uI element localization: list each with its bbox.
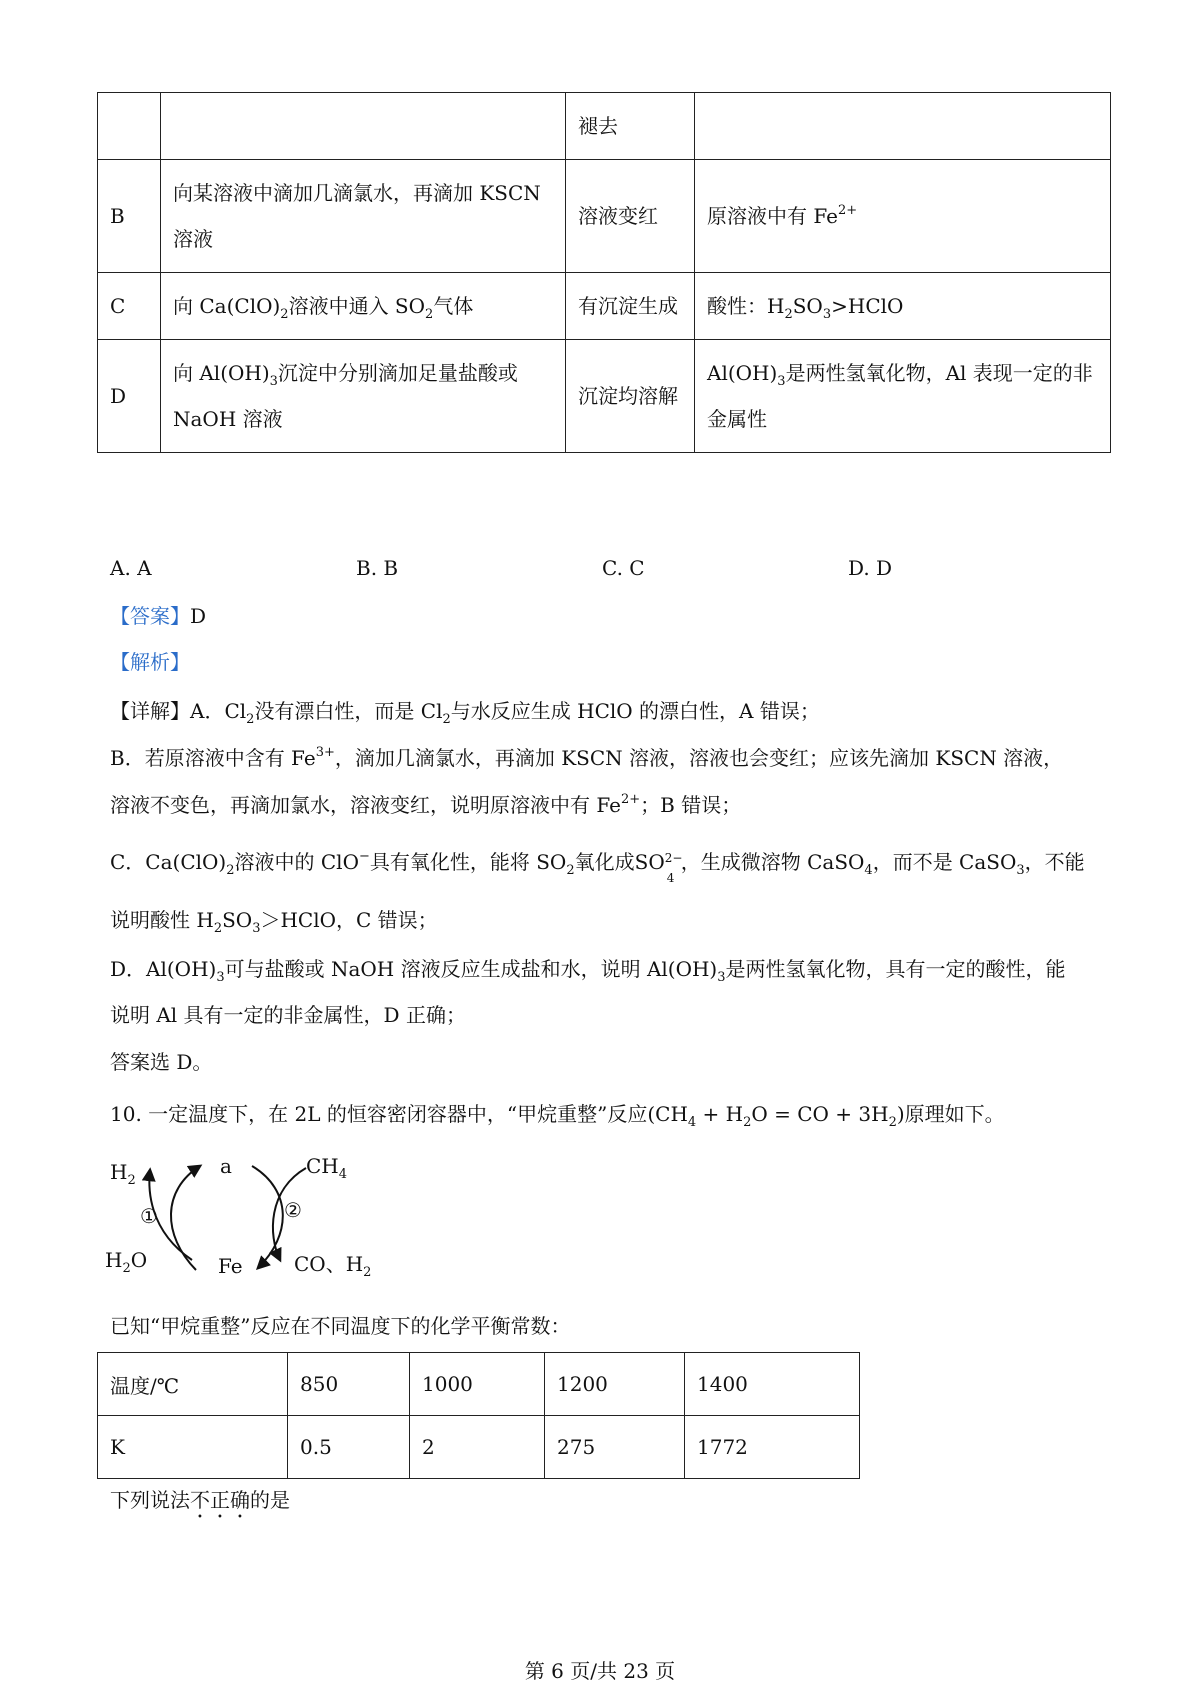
text-part: 没有漂白性，而是 Cl xyxy=(254,699,443,723)
text-part: 溶液不变色，再滴加氯水，溶液变红，说明原溶液中有 Fe xyxy=(110,793,621,817)
table-cell: 2 xyxy=(410,1416,545,1479)
subscript: 4 xyxy=(666,870,675,885)
subscript: 4 xyxy=(687,1115,697,1130)
charge-sup: 2− xyxy=(664,850,683,865)
subscript: 2 xyxy=(226,863,235,878)
subscript: 3 xyxy=(1016,863,1025,878)
text-part: CH xyxy=(306,1154,339,1178)
phenomenon-text: 褪去 xyxy=(578,114,618,138)
detail-line: 答案选 D。 xyxy=(110,1050,213,1074)
step-1-label: ① xyxy=(140,1204,158,1228)
subscript: 2 xyxy=(246,712,255,727)
text-part: 是两性氢氧化物，Al 表现一定的非金属性 xyxy=(707,361,1093,431)
answer-line xyxy=(110,602,206,630)
table-cell: 温度/℃ xyxy=(98,1353,288,1416)
text-part: B．若原溶液中含有 Fe xyxy=(110,746,316,770)
table-cell xyxy=(566,93,695,160)
table-cell: 1000 xyxy=(410,1353,545,1416)
subscript: 2 xyxy=(425,307,434,322)
text-part: 具有氧化性，能将 SO xyxy=(369,850,567,874)
table-cell xyxy=(161,93,566,160)
page-footer: 第 6 页/共 23 页 xyxy=(524,1659,676,1683)
text-part: 溶液中通入 SO xyxy=(288,294,426,318)
conclusion-text xyxy=(695,273,1111,340)
charge-sup: 2+ xyxy=(837,203,858,218)
text-part: SO xyxy=(222,908,253,932)
question-10-stem xyxy=(110,1100,1005,1128)
text-part: )原理如下。 xyxy=(896,1102,1005,1126)
row-label: C xyxy=(98,273,161,340)
option-b: B. B xyxy=(356,556,399,580)
detail-line xyxy=(110,848,1085,885)
table-row xyxy=(98,1416,860,1479)
subscript: 2 xyxy=(784,307,793,322)
text-part: C．Ca(ClO) xyxy=(110,850,227,874)
text-part: 可与盐酸或 NaOH 溶液反应生成盐和水，说明 Al(OH) xyxy=(224,957,718,981)
table-cell: K xyxy=(98,1416,288,1479)
text-part: 的是 xyxy=(250,1488,290,1512)
text-part: 10. 一定温度下，在 2L 的恒容密闭容器中，“甲烷重整”反应( xyxy=(110,1102,656,1126)
table-row xyxy=(98,1353,860,1416)
equation-part: + H xyxy=(696,1102,744,1126)
text-part: >HClO xyxy=(831,294,904,318)
conclusion-text xyxy=(695,340,1111,453)
text-part: SO xyxy=(792,294,823,318)
subscript: 2 xyxy=(213,921,223,936)
table-cell xyxy=(695,93,1111,160)
detail-label: 【详解】 xyxy=(110,699,190,723)
subscript: 3 xyxy=(822,307,832,322)
h2o-label xyxy=(105,1248,148,1276)
charge-sup: − xyxy=(358,849,370,864)
operation-text xyxy=(161,273,566,340)
table-row xyxy=(98,273,1111,340)
detail-line xyxy=(110,791,741,819)
fe-label: Fe xyxy=(218,1254,243,1278)
subscript: 2 xyxy=(888,1115,897,1130)
phenomenon-text: 沉淀均溶解 xyxy=(566,340,695,453)
subscript: 3 xyxy=(252,921,261,936)
text-part: ；B 错误； xyxy=(640,793,742,817)
subscript: 2 xyxy=(122,1261,131,1276)
option-d: D. D xyxy=(848,556,893,580)
step-2-label: ② xyxy=(284,1198,302,1222)
arrow-a-to-fe xyxy=(252,1166,283,1268)
detail-line xyxy=(110,906,438,934)
table-cell: 275 xyxy=(545,1416,685,1479)
text-part: 氧化成 xyxy=(574,850,635,874)
text-part: A．Cl xyxy=(190,699,247,723)
detail-line xyxy=(110,744,1063,772)
option-a: A. A xyxy=(110,556,152,580)
text-part: D．Al(OH) xyxy=(110,957,217,981)
text-part: ，生成微溶物 CaSO xyxy=(680,850,865,874)
subscript: 2 xyxy=(743,1115,752,1130)
h2-label xyxy=(110,1160,136,1188)
answer-label: 【答案】 xyxy=(110,604,190,628)
text-part: 气体 xyxy=(433,294,474,318)
text-part: 沉淀中分别滴加足量盐酸或 NaOH 溶液 xyxy=(173,361,518,431)
reaction-diagram xyxy=(100,1150,400,1285)
table-row xyxy=(98,93,1111,160)
table-cell: 0.5 xyxy=(288,1416,410,1479)
emphasized-text: 不正确 xyxy=(190,1488,250,1512)
equation-part: O = CO + 3H xyxy=(751,1102,889,1126)
answer-value: D xyxy=(190,604,207,628)
subscript: 2 xyxy=(363,1265,372,1280)
text-part: ，不能 xyxy=(1024,850,1085,874)
analysis-label: 【解析】 xyxy=(110,650,190,674)
subscript: 4 xyxy=(864,863,873,878)
sulfate-formula: SO xyxy=(634,850,665,874)
k-intro: 已知“甲烷重整”反应在不同温度下的化学平衡常数： xyxy=(110,1314,571,1338)
subscript: 2 xyxy=(566,863,575,878)
detail-line xyxy=(110,697,820,725)
table-row xyxy=(98,160,1111,273)
text-part: 说明酸性 H xyxy=(110,908,214,932)
question-prompt xyxy=(110,1486,290,1523)
text-part: 是两性氢氧化物，具有一定的酸性，能 xyxy=(725,957,1066,981)
phenomenon-text: 有沉淀生成 xyxy=(566,273,695,340)
ch4-label xyxy=(306,1154,348,1182)
table-cell: 1400 xyxy=(685,1353,860,1416)
text-part: 向 Ca(ClO) xyxy=(173,294,281,318)
text-part: 向 Al(OH) xyxy=(173,361,270,385)
table-cell: 1772 xyxy=(685,1416,860,1479)
option-c: C. C xyxy=(602,556,645,580)
a-label: a xyxy=(220,1154,232,1178)
phenomenon-text: 溶液变红 xyxy=(566,160,695,273)
row-label: B xyxy=(98,160,161,273)
text-part: 下列说法 xyxy=(110,1488,190,1512)
table-cell: 1200 xyxy=(545,1353,685,1416)
subscript: 3 xyxy=(216,970,225,985)
charge-sup: 2+ xyxy=(620,792,641,807)
operation-text xyxy=(161,340,566,453)
text-part: O xyxy=(130,1248,148,1272)
text-part: Al(OH) xyxy=(707,361,778,385)
text-part: CO、H xyxy=(294,1252,364,1276)
operation-text: 向某溶液中滴加几滴氯水，再滴加 KSCN 溶液 xyxy=(161,160,566,273)
row-label: D xyxy=(98,340,161,453)
text-part: ，滴加几滴氯水，再滴加 KSCN 溶液，溶液也会变红；应该先滴加 KSCN 溶液， xyxy=(334,746,1064,770)
sulfate-scripts xyxy=(664,850,683,885)
conclusion-part: 原溶液中有 Fe xyxy=(707,204,838,228)
subscript: 3 xyxy=(777,374,786,389)
detail-line: 说明 Al 具有一定的非金属性，D 正确； xyxy=(110,1003,466,1027)
subscript: 2 xyxy=(442,712,451,727)
subscript: 2 xyxy=(127,1173,136,1188)
table-cell xyxy=(98,93,161,160)
text-part: 溶液中的 ClO xyxy=(234,850,359,874)
text-part: H xyxy=(110,1160,128,1184)
text-part: 与水反应生成 HClO 的漂白性，A 错误； xyxy=(450,699,820,723)
table-row xyxy=(98,340,1111,453)
subscript: 2 xyxy=(280,307,289,322)
charge-sup: 3+ xyxy=(315,745,335,760)
text-part: ，而不是 CaSO xyxy=(872,850,1017,874)
equation-part: CH xyxy=(655,1102,688,1126)
co-h2-label xyxy=(294,1248,372,1280)
answer-options xyxy=(110,556,1010,584)
text-part: 酸性：H xyxy=(707,294,785,318)
detail-line xyxy=(110,955,1066,983)
text-part: H xyxy=(105,1248,123,1272)
conclusion-text xyxy=(695,160,1111,273)
subscript: 4 xyxy=(338,1167,348,1182)
table-cell: 850 xyxy=(288,1353,410,1416)
subscript: 3 xyxy=(269,374,278,389)
text-part: ＞HClO，C 错误； xyxy=(260,908,438,932)
equilibrium-constant-table xyxy=(97,1352,860,1479)
experiment-table xyxy=(97,92,1111,453)
subscript: 3 xyxy=(717,970,726,985)
